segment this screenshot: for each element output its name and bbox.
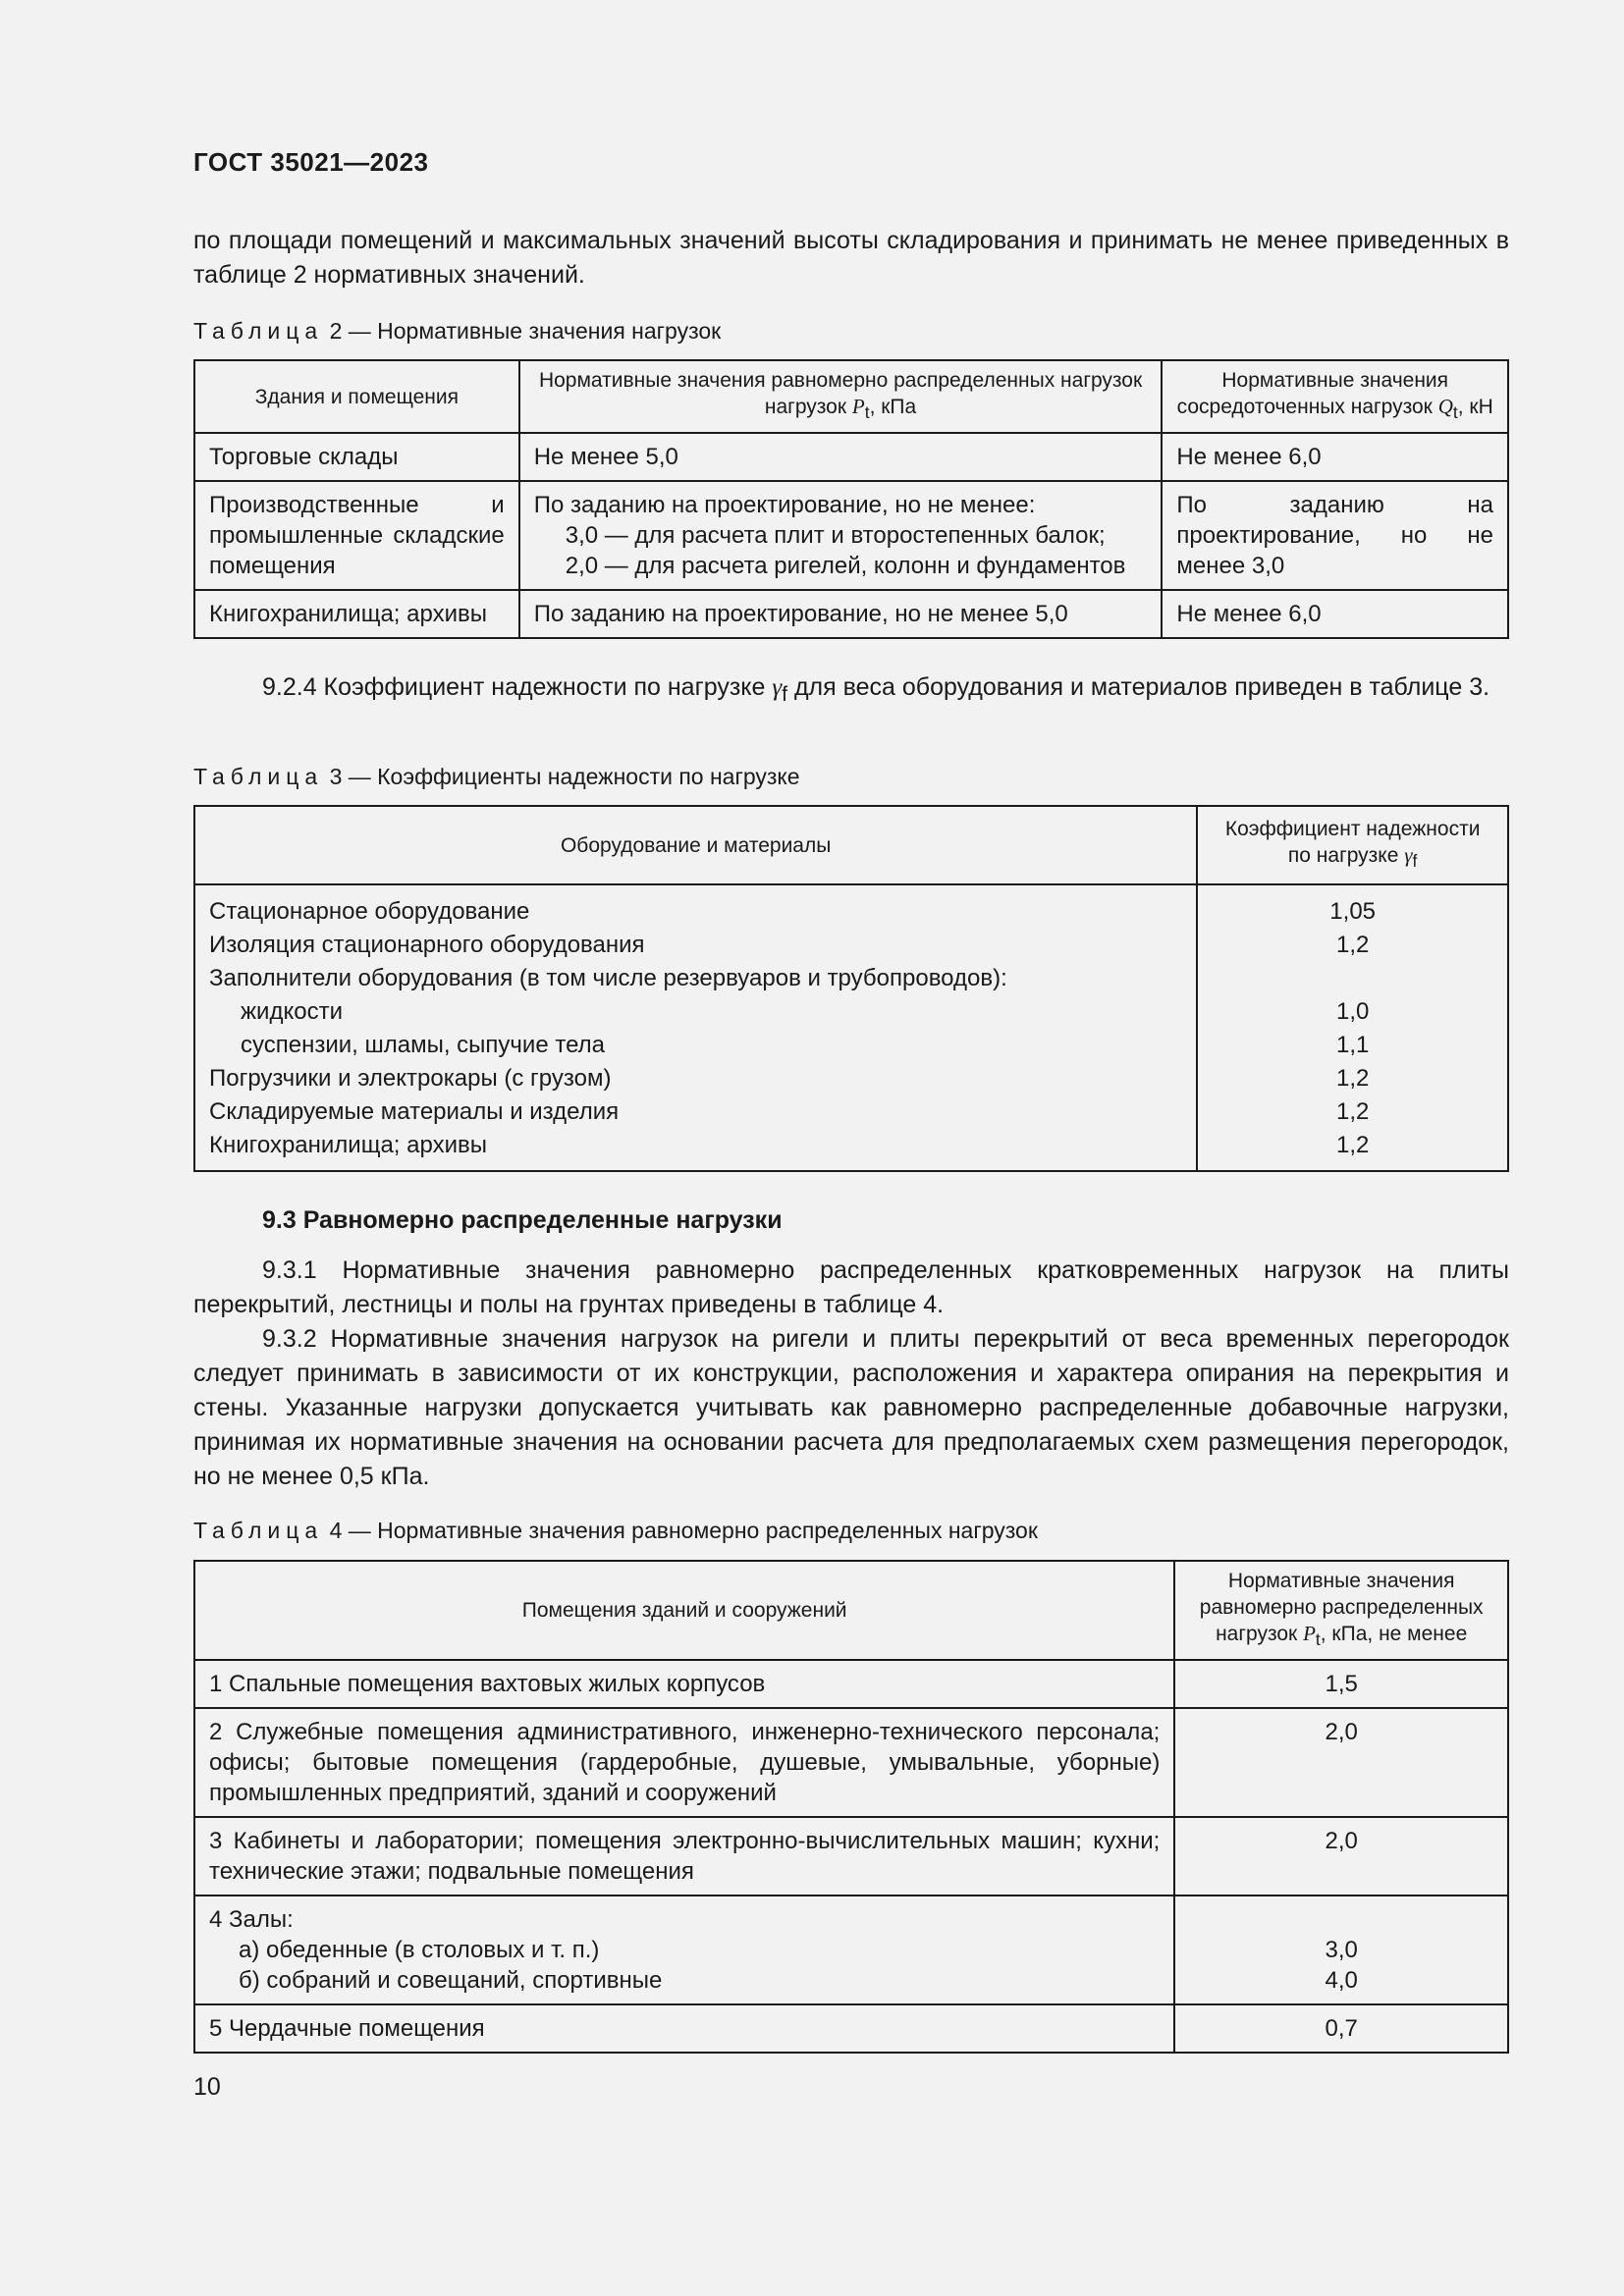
table2-cell-pt: Не менее 5,0 bbox=[519, 433, 1163, 481]
table2-caption-prefix: Таблица bbox=[193, 318, 324, 344]
table3-item-value: 1,05 bbox=[1329, 898, 1377, 925]
table2-cell-building: Книгохранилища; архивы bbox=[194, 590, 519, 638]
table-row bbox=[194, 433, 1508, 481]
table-4 bbox=[193, 1560, 1509, 2054]
table-row bbox=[194, 884, 1508, 1171]
table3-header-coefficient bbox=[1197, 806, 1508, 884]
table4-header-values bbox=[1174, 1561, 1508, 1660]
table4-room-sub: б) собраний и совещаний, спортивные bbox=[239, 1967, 663, 1995]
table3-item-value: 1,2 bbox=[1335, 1098, 1370, 1125]
table2-cell-qt: Не менее 6,0 bbox=[1162, 590, 1508, 638]
gamma-symbol: γ bbox=[1404, 842, 1413, 867]
qt-unit: , кН bbox=[1457, 396, 1493, 418]
table4-caption-prefix: Таблица bbox=[193, 1518, 324, 1543]
table2-cell-qt: По заданию на проектирование, но не менее 3,0 bbox=[1162, 481, 1508, 590]
table3-item-name: Изоляция стационарного оборудования bbox=[209, 932, 645, 958]
table3-item-value: 1,1 bbox=[1335, 1032, 1370, 1058]
table2-cell-pt-line: 3,0 — для расчета плит и второстепенных балок; bbox=[565, 522, 1106, 550]
table4-cell-room: 5 Чердачные помещения bbox=[194, 2004, 1174, 2053]
table2-header-pt-text: Нормативные значения равномерно распределенных нагрузок bbox=[538, 369, 1143, 392]
table3-item-name: Книгохранилища; архивы bbox=[209, 1132, 487, 1158]
pt-unit: , кПа bbox=[869, 396, 917, 418]
table2-header-pt-unit-line: нагрузок $P_t$, кПа bbox=[764, 395, 917, 423]
table-3 bbox=[193, 805, 1509, 1172]
p924-text-b: для веса оборудования и материалов приведен в таблице 3. bbox=[793, 673, 1490, 701]
document-header: ГОСТ 35021—2023 bbox=[193, 147, 429, 177]
table2-header-qt-text: Нормативные значения сосредоточенных нагрузок bbox=[1176, 369, 1449, 418]
table3-item-value: 1,0 bbox=[1335, 998, 1370, 1025]
table2-cell-pt: По заданию на проектирование, но не менее 5,0 bbox=[519, 590, 1163, 638]
intro-paragraph: по площади помещений и максимальных значений высоты складирования и принимать не менее приведенных в таблице 2 нормативных значений. bbox=[193, 227, 1509, 289]
table4-cell-value bbox=[1174, 1896, 1508, 2004]
table4-header-text: нагрузок bbox=[1216, 1623, 1298, 1645]
table4-cell-value: 0,7 bbox=[1174, 2004, 1508, 2053]
paragraph-9-2-4 bbox=[193, 670, 1509, 712]
table2-header-row bbox=[194, 360, 1508, 433]
table3-item-name: Заполнители оборудования (в том числе резервуаров и трубопроводов): bbox=[209, 965, 1007, 991]
qt-subscript: t bbox=[1452, 402, 1458, 423]
table-row bbox=[194, 1817, 1508, 1896]
table4-caption bbox=[193, 1518, 1038, 1544]
table3-item-name: жидкости bbox=[241, 998, 343, 1025]
table4-cell-value: 2,0 bbox=[1174, 1817, 1508, 1896]
table3-item-name: Складируемые материалы и изделия bbox=[209, 1098, 620, 1125]
table3-names-cell bbox=[194, 884, 1197, 1171]
qt-symbol: Q bbox=[1437, 395, 1453, 418]
table4-value-line: 4,0 bbox=[1325, 1967, 1358, 1995]
table2-cell-qt: Не менее 6,0 bbox=[1162, 433, 1508, 481]
p924-text-a: 9.2.4 Коэффициент надежности по нагрузке bbox=[262, 673, 766, 701]
table2-cell-pt bbox=[519, 481, 1163, 590]
gamma-subscript: f bbox=[1412, 851, 1418, 872]
table3-item-name: Погрузчики и электрокары (с грузом) bbox=[209, 1065, 612, 1092]
table4-cell-value: 1,5 bbox=[1174, 1660, 1508, 1708]
table3-header-coef-text: Коэффициент надежности bbox=[1224, 817, 1481, 840]
pt-subscript: t bbox=[864, 402, 870, 423]
table3-item-value: 1,2 bbox=[1335, 1132, 1370, 1158]
table4-cell-room: 2 Служебные помещения административного, инженерно-технического персонала; офисы; бытовые помещения (гардеробные, душевые, умывальные, уборные) промышленных предприятий, зданий и сооружений bbox=[194, 1708, 1174, 1817]
table3-caption bbox=[193, 764, 800, 790]
section-9-3-title: 9.3 Равномерно распределенные нагрузки bbox=[262, 1206, 783, 1234]
table4-room-sub: а) обеденные (в столовых и т. п.) bbox=[239, 1937, 600, 1964]
table2-caption-text: 2 — Нормативные значения нагрузок bbox=[329, 318, 722, 344]
table3-header-row bbox=[194, 806, 1508, 884]
table-row bbox=[194, 1708, 1508, 1817]
table4-cell-room: 1 Спальные помещения вахтовых жилых корпусов bbox=[194, 1660, 1174, 1708]
table4-header-row bbox=[194, 1561, 1508, 1660]
table2-header-buildings: Здания и помещения bbox=[194, 360, 519, 433]
table-row bbox=[194, 590, 1508, 638]
table4-value-line: 3,0 bbox=[1325, 1937, 1358, 1964]
table4-cell-room bbox=[194, 1896, 1174, 2004]
table4-cell-value: 2,0 bbox=[1174, 1708, 1508, 1817]
table2-caption bbox=[193, 318, 721, 345]
table4-header-text: Нормативные значения bbox=[1227, 1570, 1455, 1592]
table3-header-coef-text2: по нагрузке bbox=[1287, 843, 1399, 867]
table-2 bbox=[193, 359, 1509, 639]
table2-cell-pt-line: По заданию на проектирование, но не менее: bbox=[533, 492, 1036, 519]
table4-room-line: 4 Залы: bbox=[209, 1906, 294, 1934]
table-row bbox=[194, 1660, 1508, 1708]
table4-header-rooms: Помещения зданий и сооружений bbox=[194, 1561, 1174, 1660]
table4-value-line bbox=[1189, 1904, 1493, 1935]
table3-item-name: суспензии, шламы, сыпучие тела bbox=[241, 1032, 605, 1058]
table-row bbox=[194, 1896, 1508, 2004]
table3-values-cell bbox=[1197, 884, 1508, 1171]
table2-cell-building: Производственные и промышленные складские помещения bbox=[194, 481, 519, 590]
table4-caption-text: 4 — Нормативные значения равномерно распределенных нагрузок bbox=[329, 1518, 1038, 1543]
table3-caption-prefix: Таблица bbox=[193, 764, 324, 789]
table-row bbox=[194, 2004, 1508, 2053]
table3-item-value bbox=[1212, 962, 1493, 995]
pt-subscript: t bbox=[1315, 1629, 1321, 1650]
table3-item-value: 1,2 bbox=[1335, 932, 1370, 958]
table2-cell-pt-line: 2,0 — для расчета ригелей, колонн и фундаментов bbox=[565, 553, 1126, 580]
table4-header-text: равномерно распределенных bbox=[1199, 1596, 1484, 1619]
pt-symbol: P bbox=[851, 395, 865, 418]
table2-header-qt bbox=[1162, 360, 1508, 433]
paragraph-9-3-2: 9.3.2 Нормативные значения нагрузок на ригели и плиты перекрытий от веса временных перегородок следует принимать в зависимости от их конструкции, расположения и характера опирания на перекрытия и стены. Указанные нагрузки допускается учитывать как равномерно распределенные добавочные нагрузки, принимая их нормативные значения на основании расчета для предполагаемых схем размещения перегородок, но не менее 0,5 кПа. bbox=[193, 1325, 1509, 1490]
table3-item-name: Стационарное оборудование bbox=[209, 898, 530, 925]
table3-caption-text: 3 — Коэффициенты надежности по нагрузке bbox=[329, 764, 800, 789]
paragraph-9-3-1: 9.3.1 Нормативные значения равномерно распределенных кратковременных нагрузок на плиты перекрытий, лестницы и полы на грунтах приведены в таблице 4. bbox=[193, 1256, 1509, 1318]
pt-unit: , кПа, не менее bbox=[1320, 1623, 1468, 1645]
table4-cell-room: 3 Кабинеты и лаборатории; помещения электронно-вычислительных машин; кухни; технические этажи; подвальные помещения bbox=[194, 1817, 1174, 1896]
table2-header-pt bbox=[519, 360, 1163, 433]
page-number: 10 bbox=[193, 2073, 221, 2101]
gamma-subscript: f bbox=[782, 683, 788, 706]
pt-symbol: P bbox=[1303, 1622, 1316, 1645]
table-row bbox=[194, 481, 1508, 590]
table3-item-value: 1,2 bbox=[1335, 1065, 1370, 1092]
table3-header-equipment: Оборудование и материалы bbox=[194, 806, 1197, 884]
table2-cell-building: Торговые склады bbox=[194, 433, 519, 481]
gamma-symbol: γ bbox=[772, 674, 783, 701]
